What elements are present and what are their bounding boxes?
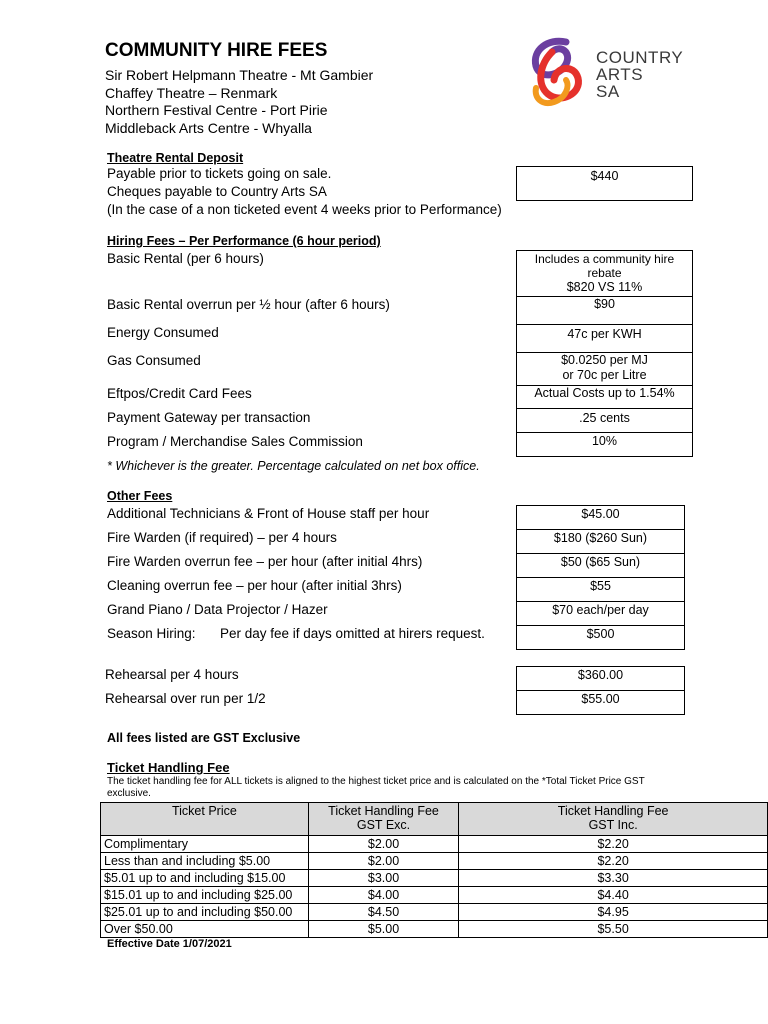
other-label: Fire Warden (if required) – per 4 hours	[107, 530, 337, 545]
hiring-label: Energy Consumed	[107, 325, 219, 340]
table-header-row	[101, 803, 768, 836]
hiring-value-cell: 47c per KWH	[516, 324, 693, 353]
table-cell: $5.01 up to and including $15.00	[101, 870, 309, 887]
gst-note: All fees listed are GST Exclusive	[107, 731, 301, 745]
other-label: Additional Technicians & Front of House staff per hour	[107, 506, 430, 521]
table-header-cell: Ticket Handling Fee GST Inc.	[459, 803, 768, 836]
other-label: Cleaning overrun fee – per hour (after initial 3hrs)	[107, 578, 402, 593]
season-label: Season Hiring:	[107, 626, 196, 641]
hiring-label: Program / Merchandise Sales Commission	[107, 434, 363, 449]
table-cell: Over $50.00	[101, 921, 309, 938]
country-arts-logo-icon	[526, 36, 592, 110]
deposit-heading: Theatre Rental Deposit	[107, 151, 244, 165]
hiring-label: Basic Rental (per 6 hours)	[107, 251, 264, 266]
season-desc: Per day fee if days omitted at hirers request.	[220, 626, 485, 641]
rehearsal-value-cell: $55.00	[516, 690, 685, 715]
table-cell: Less than and including $5.00	[101, 853, 309, 870]
table-cell: $4.40	[459, 887, 768, 904]
venue-line: Sir Robert Helpmann Theatre - Mt Gambier	[105, 67, 374, 83]
venue-line: Northern Festival Centre - Port Pirie	[105, 102, 328, 118]
other-label: Fire Warden overrun fee – per hour (after initial 4hrs)	[107, 554, 423, 569]
other-value-cell: $50 ($65 Sun)	[516, 553, 685, 578]
hiring-value-cell: $0.0250 per MJ or 70c per Litre	[516, 352, 693, 386]
rehearsal-value-cell: $360.00	[516, 666, 685, 691]
hiring-label: Payment Gateway per transaction	[107, 410, 311, 425]
deposit-line: (In the case of a non ticketed event 4 weeks prior to Performance)	[107, 202, 502, 217]
hiring-value-cell: 10%	[516, 432, 693, 457]
table-cell: $3.30	[459, 870, 768, 887]
table-cell: $25.01 up to and including $50.00	[101, 904, 309, 921]
hiring-label: Basic Rental overrun per ½ hour (after 6 hours)	[107, 297, 390, 312]
hiring-value-cell: Actual Costs up to 1.54%	[516, 385, 693, 409]
hiring-value-cell: $90	[516, 296, 693, 325]
venue-line: Middleback Arts Centre - Whyalla	[105, 120, 312, 136]
deposit-value: $440	[516, 166, 693, 201]
deposit-line: Payable prior to tickets going on sale.	[107, 166, 332, 181]
other-value-cell: $500	[516, 625, 685, 650]
table-row	[101, 836, 768, 853]
rehearsal-label: Rehearsal per 4 hours	[105, 667, 239, 682]
table-cell: $2.20	[459, 853, 768, 870]
ticket-fee-table	[100, 802, 768, 938]
table-header-cell: Ticket Price	[101, 803, 309, 836]
other-label: Grand Piano / Data Projector / Hazer	[107, 602, 328, 617]
rehearsal-label: Rehearsal over run per 1/2	[105, 691, 266, 706]
other-value-cell: $45.00	[516, 505, 685, 530]
hiring-label: Gas Consumed	[107, 353, 201, 368]
page-title: COMMUNITY HIRE FEES	[105, 40, 328, 61]
ticket-heading: Ticket Handling Fee	[107, 760, 230, 775]
table-cell: $15.01 up to and including $25.00	[101, 887, 309, 904]
table-cell: $5.00	[308, 921, 459, 938]
hiring-value-cell: Includes a community hire rebate $820 VS 11%	[516, 250, 693, 297]
hiring-heading: Hiring Fees – Per Performance (6 hour period)	[107, 234, 381, 248]
table-cell: $4.95	[459, 904, 768, 921]
table-row	[101, 921, 768, 938]
other-heading: Other Fees	[107, 489, 173, 503]
table-row	[101, 887, 768, 904]
other-value-cell: $180 ($260 Sun)	[516, 529, 685, 554]
table-cell: $3.00	[308, 870, 459, 887]
other-value-cell: $70 each/per day	[516, 601, 685, 626]
logo-wordmark: COUNTRY ARTS SA	[596, 48, 684, 101]
table-cell: $4.50	[308, 904, 459, 921]
hiring-note: * Whichever is the greater. Percentage calculated on net box office.	[107, 459, 480, 473]
venue-line: Chaffey Theatre – Renmark	[105, 85, 278, 101]
table-row	[101, 904, 768, 921]
table-cell: Complimentary	[101, 836, 309, 853]
table-cell: $5.50	[459, 921, 768, 938]
hiring-label: Eftpos/Credit Card Fees	[107, 386, 252, 401]
other-value-cell: $55	[516, 577, 685, 602]
table-row	[101, 870, 768, 887]
table-cell: $2.00	[308, 836, 459, 853]
ticket-desc: The ticket handling fee for ALL tickets is aligned to the highest ticket price and is calculated on the *Total Ticket Price GST exclusive.	[107, 776, 645, 799]
table-cell: $2.00	[308, 853, 459, 870]
table-header-cell: Ticket Handling Fee GST Exc.	[308, 803, 459, 836]
table-row	[101, 853, 768, 870]
hiring-value-cell: .25 cents	[516, 408, 693, 433]
table-cell: $2.20	[459, 836, 768, 853]
effective-date: Effective Date 1/07/2021	[107, 938, 232, 950]
table-cell: $4.00	[308, 887, 459, 904]
deposit-line: Cheques payable to Country Arts SA	[107, 184, 327, 199]
